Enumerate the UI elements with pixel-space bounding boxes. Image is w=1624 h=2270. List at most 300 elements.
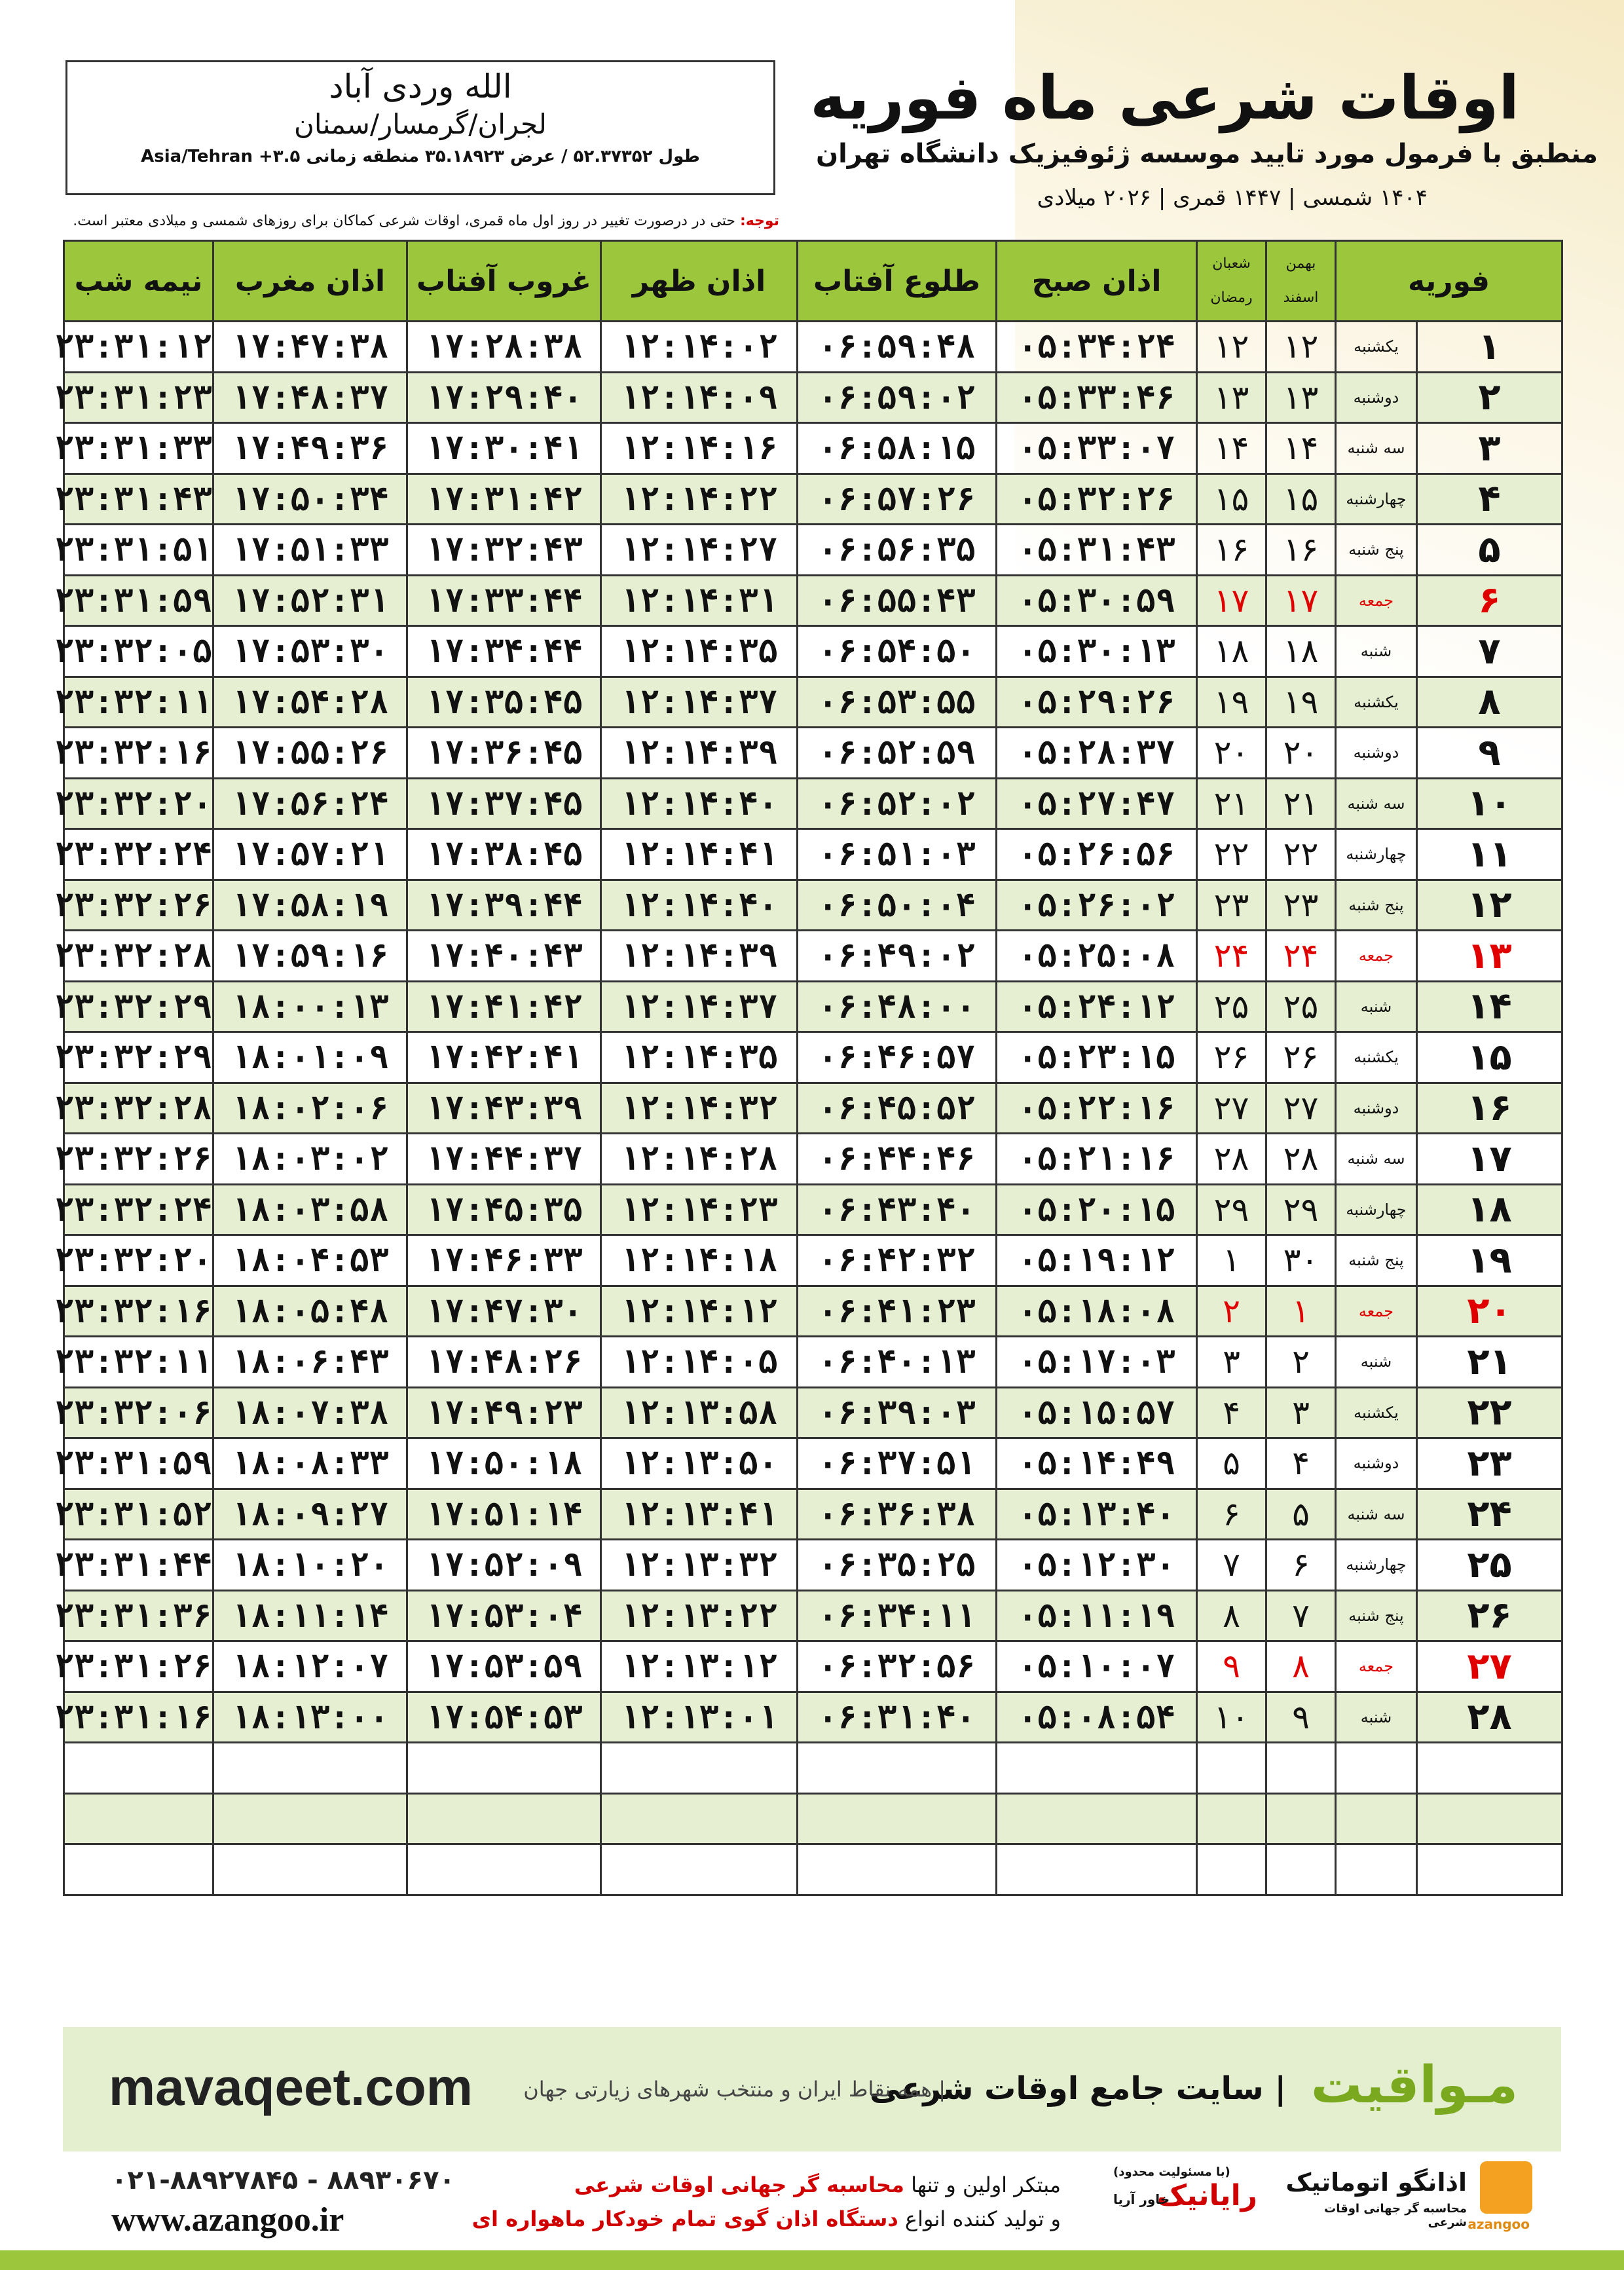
col-shamsi-top: بهمن bbox=[1285, 255, 1316, 272]
empty-cell bbox=[997, 1793, 1197, 1844]
dhuhr-time: ۱۲:۱۳:۵۰ bbox=[601, 1438, 798, 1489]
lunar-day: ۱۰ bbox=[1197, 1692, 1266, 1743]
calendar-years: ۱۴۰۴ شمسی | ۱۴۴۷ قمری | ۲۰۲۶ میلادی bbox=[1037, 185, 1428, 211]
empty-cell bbox=[407, 1743, 601, 1794]
maghrib-time: ۱۸:۰۵:۴۸ bbox=[213, 1286, 407, 1337]
sunrise-time: ۰۶:۳۹:۰۳ bbox=[798, 1387, 997, 1438]
dhuhr-time: ۱۲:۱۴:۳۷ bbox=[601, 981, 798, 1032]
empty-cell bbox=[798, 1743, 997, 1794]
dhuhr-time: ۱۲:۱۴:۲۳ bbox=[601, 1184, 798, 1235]
sunrise-time: ۰۶:۴۸:۰۰ bbox=[798, 981, 997, 1032]
lunar-day: ۸ bbox=[1197, 1590, 1266, 1641]
empty-cell bbox=[1197, 1793, 1266, 1844]
sunset-time: ۱۷:۳۷:۴۵ bbox=[407, 778, 601, 829]
sunrise-time: ۰۶:۳۴:۱۱ bbox=[798, 1590, 997, 1641]
lunar-day: ۱ bbox=[1197, 1235, 1266, 1286]
shamsi-day: ۲۳ bbox=[1266, 880, 1336, 931]
fajr-time: ۰۵:۱۸:۰۸ bbox=[997, 1286, 1197, 1337]
weekday: دوشنبه bbox=[1336, 728, 1417, 779]
day: ۲۰ bbox=[1417, 1286, 1562, 1337]
sunrise-time: ۰۶:۵۰:۰۴ bbox=[798, 880, 997, 931]
sunrise-time: ۰۶:۴۹:۰۲ bbox=[798, 931, 997, 982]
table-row bbox=[64, 1489, 1562, 1540]
midnight-time: ۲۳:۳۱:۵۹ bbox=[64, 575, 213, 626]
table-header bbox=[64, 241, 1562, 322]
sunset-time: ۱۷:۳۵:۴۵ bbox=[407, 677, 601, 728]
dhuhr-time: ۱۲:۱۴:۳۵ bbox=[601, 626, 798, 677]
midnight-time: ۲۳:۳۲:۲۸ bbox=[64, 931, 213, 982]
maghrib-time: ۱۸:۱۱:۱۴ bbox=[213, 1590, 407, 1641]
weekday: جمعه bbox=[1336, 931, 1417, 982]
col-fajr: اذان صبح bbox=[997, 241, 1197, 322]
sunrise-time: ۰۶:۵۱:۰۳ bbox=[798, 829, 997, 880]
day: ۹ bbox=[1417, 728, 1562, 779]
fajr-time: ۰۵:۰۸:۵۴ bbox=[997, 1692, 1197, 1743]
maghrib-time: ۱۷:۴۹:۳۶ bbox=[213, 423, 407, 474]
fajr-time: ۰۵:۱۳:۴۰ bbox=[997, 1489, 1197, 1540]
weekday: پنج شنبه bbox=[1336, 1590, 1417, 1641]
weekday: جمعه bbox=[1336, 1641, 1417, 1692]
shamsi-day: ۲۴ bbox=[1266, 931, 1336, 982]
dhuhr-time: ۱۲:۱۴:۰۵ bbox=[601, 1337, 798, 1388]
day: ۱۳ bbox=[1417, 931, 1562, 982]
dhuhr-time: ۱۲:۱۴:۳۵ bbox=[601, 1032, 798, 1083]
dhuhr-time: ۱۲:۱۴:۲۸ bbox=[601, 1134, 798, 1185]
lunar-day: ۲۸ bbox=[1197, 1134, 1266, 1185]
day: ۲۲ bbox=[1417, 1387, 1562, 1438]
sunset-time: ۱۷:۳۸:۴۵ bbox=[407, 829, 601, 880]
dhuhr-time: ۱۲:۱۳:۵۸ bbox=[601, 1387, 798, 1438]
sunset-time: ۱۷:۴۴:۳۷ bbox=[407, 1134, 601, 1185]
lunar-day: ۱۹ bbox=[1197, 677, 1266, 728]
shamsi-day: ۷ bbox=[1266, 1590, 1336, 1641]
table-row bbox=[64, 1032, 1562, 1083]
empty-cell bbox=[1336, 1793, 1417, 1844]
maghrib-time: ۱۸:۰۳:۵۸ bbox=[213, 1184, 407, 1235]
sunrise-time: ۰۶:۳۲:۵۶ bbox=[798, 1641, 997, 1692]
shamsi-day: ۱۹ bbox=[1266, 677, 1336, 728]
lunar-day: ۲۱ bbox=[1197, 778, 1266, 829]
maghrib-time: ۱۸:۰۲:۰۶ bbox=[213, 1083, 407, 1134]
maghrib-time: ۱۷:۴۸:۳۷ bbox=[213, 372, 407, 423]
sunset-time: ۱۷:۴۳:۳۹ bbox=[407, 1083, 601, 1134]
lunar-day: ۹ bbox=[1197, 1641, 1266, 1692]
weekday: شنبه bbox=[1336, 626, 1417, 677]
azangoo-logo bbox=[1283, 2161, 1532, 2233]
weekday: شنبه bbox=[1336, 981, 1417, 1032]
sunrise-time: ۰۶:۵۵:۴۳ bbox=[798, 575, 997, 626]
fajr-time: ۰۵:۲۴:۱۲ bbox=[997, 981, 1197, 1032]
day: ۲۵ bbox=[1417, 1540, 1562, 1591]
empty-cell bbox=[1197, 1743, 1266, 1794]
fajr-time: ۰۵:۱۲:۳۰ bbox=[997, 1540, 1197, 1591]
table-row bbox=[64, 1083, 1562, 1134]
weekday: شنبه bbox=[1336, 1337, 1417, 1388]
weekday: چهارشنبه bbox=[1336, 829, 1417, 880]
col-shamsi bbox=[1266, 241, 1336, 322]
empty-cell bbox=[213, 1844, 407, 1895]
prayer-times-table bbox=[54, 240, 1563, 1896]
fajr-time: ۰۵:۳۰:۵۹ bbox=[997, 575, 1197, 626]
day: ۱۱ bbox=[1417, 829, 1562, 880]
dhuhr-time: ۱۲:۱۳:۱۲ bbox=[601, 1641, 798, 1692]
col-dhuhr: اذان ظهر bbox=[601, 241, 798, 322]
weekday: پنج شنبه bbox=[1336, 525, 1417, 576]
shamsi-day: ۳۰ bbox=[1266, 1235, 1336, 1286]
empty-cell bbox=[1417, 1793, 1562, 1844]
col-maghrib: اذان مغرب bbox=[213, 241, 407, 322]
maghrib-time: ۱۷:۵۰:۳۴ bbox=[213, 474, 407, 525]
shamsi-day: ۴ bbox=[1266, 1438, 1336, 1489]
midnight-time: ۲۳:۳۲:۰۵ bbox=[64, 626, 213, 677]
shamsi-day: ۲۸ bbox=[1266, 1134, 1336, 1185]
sunrise-time: ۰۶:۵۷:۲۶ bbox=[798, 474, 997, 525]
brand-tagline-sub: | همه نقاط ایران و منتخب شهرهای زیارتی جهان bbox=[523, 2077, 946, 2102]
midnight-time: ۲۳:۳۱:۵۲ bbox=[64, 1489, 213, 1540]
fajr-time: ۰۵:۳۴:۲۴ bbox=[997, 322, 1197, 373]
promo-line1-a: مبتکر اولین و تنها bbox=[911, 2172, 1061, 2197]
table-row bbox=[64, 372, 1562, 423]
empty-cell bbox=[213, 1793, 407, 1844]
empty-cell bbox=[997, 1743, 1197, 1794]
col-midnight: نیمه شب bbox=[64, 241, 213, 322]
fajr-time: ۰۵:۲۳:۱۵ bbox=[997, 1032, 1197, 1083]
day: ۲۸ bbox=[1417, 1692, 1562, 1743]
maghrib-time: ۱۷:۵۸:۱۹ bbox=[213, 880, 407, 931]
sunset-time: ۱۷:۳۹:۴۴ bbox=[407, 880, 601, 931]
sunrise-time: ۰۶:۴۶:۵۷ bbox=[798, 1032, 997, 1083]
empty-cell bbox=[997, 1844, 1197, 1895]
lunar-day: ۲۹ bbox=[1197, 1184, 1266, 1235]
table-row bbox=[64, 474, 1562, 525]
day: ۱۲ bbox=[1417, 880, 1562, 931]
shamsi-day: ۶ bbox=[1266, 1540, 1336, 1591]
fajr-time: ۰۵:۳۲:۲۶ bbox=[997, 474, 1197, 525]
empty-row bbox=[64, 1793, 1562, 1844]
col-sunrise: طلوع آفتاب bbox=[798, 241, 997, 322]
sunset-time: ۱۷:۴۱:۴۲ bbox=[407, 981, 601, 1032]
col-lunar-bottom: رمضان bbox=[1210, 289, 1253, 306]
dhuhr-time: ۱۲:۱۳:۲۲ bbox=[601, 1590, 798, 1641]
shamsi-day: ۱۷ bbox=[1266, 575, 1336, 626]
maghrib-time: ۱۷:۵۳:۳۰ bbox=[213, 626, 407, 677]
dhuhr-time: ۱۲:۱۴:۴۰ bbox=[601, 880, 798, 931]
midnight-time: ۲۳:۳۲:۲۶ bbox=[64, 880, 213, 931]
maghrib-time: ۱۸:۱۳:۰۰ bbox=[213, 1692, 407, 1743]
weekday: دوشنبه bbox=[1336, 372, 1417, 423]
table-row bbox=[64, 677, 1562, 728]
lunar-day: ۲ bbox=[1197, 1286, 1266, 1337]
location-name: الله وردی آباد bbox=[329, 67, 512, 105]
fajr-time: ۰۵:۱۱:۱۹ bbox=[997, 1590, 1197, 1641]
dhuhr-time: ۱۲:۱۴:۴۰ bbox=[601, 778, 798, 829]
table-row bbox=[64, 423, 1562, 474]
sunrise-time: ۰۶:۵۴:۵۰ bbox=[798, 626, 997, 677]
shamsi-day: ۲۰ bbox=[1266, 728, 1336, 779]
weekday: یکشنبه bbox=[1336, 677, 1417, 728]
maghrib-time: ۱۷:۵۹:۱۶ bbox=[213, 931, 407, 982]
fajr-time: ۰۵:۲۹:۲۶ bbox=[997, 677, 1197, 728]
midnight-time: ۲۳:۳۲:۲۴ bbox=[64, 1184, 213, 1235]
dhuhr-time: ۱۲:۱۴:۱۸ bbox=[601, 1235, 798, 1286]
shamsi-day: ۱۴ bbox=[1266, 423, 1336, 474]
maghrib-time: ۱۷:۵۶:۲۴ bbox=[213, 778, 407, 829]
table-row bbox=[64, 1641, 1562, 1692]
day: ۸ bbox=[1417, 677, 1562, 728]
dhuhr-time: ۱۲:۱۴:۳۱ bbox=[601, 575, 798, 626]
azangoo-logo-en: azangoo bbox=[1467, 2216, 1530, 2232]
sunset-time: ۱۷:۴۵:۳۵ bbox=[407, 1184, 601, 1235]
sunset-time: ۱۷:۳۰:۴۱ bbox=[407, 423, 601, 474]
weekday: یکشنبه bbox=[1336, 1387, 1417, 1438]
sunset-time: ۱۷:۴۷:۳۰ bbox=[407, 1286, 601, 1337]
table-row bbox=[64, 1590, 1562, 1641]
sunrise-time: ۰۶:۴۴:۴۶ bbox=[798, 1134, 997, 1185]
empty-cell bbox=[601, 1743, 798, 1794]
location-region: لجران/گرمسار/سمنان bbox=[294, 108, 547, 140]
lunar-day: ۱۷ bbox=[1197, 575, 1266, 626]
page-subtitle: منطبق با فرمول مورد تایید موسسه ژئوفیزیک دانشگاه تهران bbox=[815, 139, 1598, 169]
lunar-day: ۵ bbox=[1197, 1438, 1266, 1489]
brand-logo: مـواقیت bbox=[1310, 2056, 1518, 2115]
col-lunar bbox=[1197, 241, 1266, 322]
note-label: توجه: bbox=[739, 213, 779, 229]
table-row bbox=[64, 1286, 1562, 1337]
fajr-time: ۰۵:۳۰:۱۳ bbox=[997, 626, 1197, 677]
maghrib-time: ۱۸:۰۹:۲۷ bbox=[213, 1489, 407, 1540]
sunrise-time: ۰۶:۵۳:۵۵ bbox=[798, 677, 997, 728]
midnight-time: ۲۳:۳۲:۱۱ bbox=[64, 677, 213, 728]
sunset-time: ۱۷:۲۹:۴۰ bbox=[407, 372, 601, 423]
day: ۲۱ bbox=[1417, 1337, 1562, 1388]
sunset-time: ۱۷:۳۲:۴۳ bbox=[407, 525, 601, 576]
sunset-time: ۱۷:۵۳:۰۴ bbox=[407, 1590, 601, 1641]
maghrib-time: ۱۸:۰۴:۵۳ bbox=[213, 1235, 407, 1286]
midnight-time: ۲۳:۳۲:۲۰ bbox=[64, 1235, 213, 1286]
dhuhr-time: ۱۲:۱۴:۱۶ bbox=[601, 423, 798, 474]
dhuhr-time: ۱۲:۱۳:۳۲ bbox=[601, 1540, 798, 1591]
table-row bbox=[64, 728, 1562, 779]
day: ۱۰ bbox=[1417, 778, 1562, 829]
weekday: سه شنبه bbox=[1336, 1134, 1417, 1185]
col-shamsi-bottom: اسفند bbox=[1283, 289, 1319, 306]
lunar-day: ۲۵ bbox=[1197, 981, 1266, 1032]
table-row bbox=[64, 981, 1562, 1032]
empty-cell bbox=[1266, 1793, 1336, 1844]
empty-cell bbox=[64, 1844, 213, 1895]
promo-line2-b: دستگاه اذان گوی تمام خودکار ماهواره ای bbox=[471, 2206, 898, 2231]
sunrise-time: ۰۶:۴۲:۳۲ bbox=[798, 1235, 997, 1286]
sunrise-time: ۰۶:۴۳:۴۰ bbox=[798, 1184, 997, 1235]
sunset-time: ۱۷:۳۶:۴۵ bbox=[407, 728, 601, 779]
weekday: سه شنبه bbox=[1336, 1489, 1417, 1540]
weekday: چهارشنبه bbox=[1336, 474, 1417, 525]
sunset-time: ۱۷:۳۱:۴۲ bbox=[407, 474, 601, 525]
day: ۵ bbox=[1417, 525, 1562, 576]
shamsi-day: ۱۲ bbox=[1266, 322, 1336, 373]
dhuhr-time: ۱۲:۱۴:۳۹ bbox=[601, 931, 798, 982]
dhuhr-time: ۱۲:۱۴:۳۷ bbox=[601, 677, 798, 728]
bottom-bar bbox=[0, 2250, 1624, 2270]
dhuhr-time: ۱۲:۱۴:۳۲ bbox=[601, 1083, 798, 1134]
maghrib-time: ۱۸:۰۷:۳۸ bbox=[213, 1387, 407, 1438]
fajr-time: ۰۵:۳۱:۴۳ bbox=[997, 525, 1197, 576]
dhuhr-time: ۱۲:۱۳:۴۱ bbox=[601, 1489, 798, 1540]
day: ۲۴ bbox=[1417, 1489, 1562, 1540]
sunset-time: ۱۷:۳۴:۴۴ bbox=[407, 626, 601, 677]
fajr-time: ۰۵:۲۶:۵۶ bbox=[997, 829, 1197, 880]
sunset-time: ۱۷:۵۱:۱۴ bbox=[407, 1489, 601, 1540]
day: ۲۷ bbox=[1417, 1641, 1562, 1692]
weekday: یکشنبه bbox=[1336, 322, 1417, 373]
midnight-time: ۲۳:۳۲:۲۰ bbox=[64, 778, 213, 829]
sunrise-time: ۰۶:۵۸:۱۵ bbox=[798, 423, 997, 474]
weekday: چهارشنبه bbox=[1336, 1540, 1417, 1591]
shamsi-day: ۲۱ bbox=[1266, 778, 1336, 829]
weekday: دوشنبه bbox=[1336, 1083, 1417, 1134]
day: ۲ bbox=[1417, 372, 1562, 423]
lunar-day: ۴ bbox=[1197, 1387, 1266, 1438]
empty-cell bbox=[798, 1793, 997, 1844]
lunar-day: ۲۶ bbox=[1197, 1032, 1266, 1083]
lunar-day: ۲۳ bbox=[1197, 880, 1266, 931]
day: ۲۳ bbox=[1417, 1438, 1562, 1489]
fajr-time: ۰۵:۲۸:۳۷ bbox=[997, 728, 1197, 779]
col-lunar-top: شعبان bbox=[1212, 255, 1251, 272]
weekday: چهارشنبه bbox=[1336, 1184, 1417, 1235]
weekday: پنج شنبه bbox=[1336, 1235, 1417, 1286]
weekday: یکشنبه bbox=[1336, 1032, 1417, 1083]
midnight-time: ۲۳:۳۱:۴۴ bbox=[64, 1540, 213, 1591]
shamsi-day: ۲۵ bbox=[1266, 981, 1336, 1032]
lunar-day: ۱۲ bbox=[1197, 322, 1266, 373]
dhuhr-time: ۱۲:۱۴:۰۹ bbox=[601, 372, 798, 423]
fajr-time: ۰۵:۳۳:۰۷ bbox=[997, 423, 1197, 474]
empty-cell bbox=[1336, 1743, 1417, 1794]
dhuhr-time: ۱۲:۱۴:۴۱ bbox=[601, 829, 798, 880]
maghrib-time: ۱۸:۰۸:۳۳ bbox=[213, 1438, 407, 1489]
lunar-day: ۲۲ bbox=[1197, 829, 1266, 880]
day: ۴ bbox=[1417, 474, 1562, 525]
page-title: اوقات شرعی ماه فوریه bbox=[810, 63, 1519, 133]
table-row bbox=[64, 931, 1562, 982]
day: ۱۶ bbox=[1417, 1083, 1562, 1134]
day: ۲۶ bbox=[1417, 1590, 1562, 1641]
dhuhr-time: ۱۲:۱۴:۳۹ bbox=[601, 728, 798, 779]
table-row bbox=[64, 829, 1562, 880]
midnight-time: ۲۳:۳۱:۳۶ bbox=[64, 1590, 213, 1641]
table-row bbox=[64, 1134, 1562, 1185]
day: ۱۷ bbox=[1417, 1134, 1562, 1185]
sunset-time: ۱۷:۴۰:۴۳ bbox=[407, 931, 601, 982]
maghrib-time: ۱۷:۵۴:۲۸ bbox=[213, 677, 407, 728]
sunrise-time: ۰۶:۵۲:۰۲ bbox=[798, 778, 997, 829]
shamsi-day: ۲۲ bbox=[1266, 829, 1336, 880]
footer-banner bbox=[63, 2027, 1561, 2151]
shamsi-day: ۲۶ bbox=[1266, 1032, 1336, 1083]
maghrib-time: ۱۷:۵۲:۳۱ bbox=[213, 575, 407, 626]
empty-cell bbox=[213, 1743, 407, 1794]
shamsi-day: ۹ bbox=[1266, 1692, 1336, 1743]
site-url[interactable]: mavaqeet.com bbox=[109, 2058, 473, 2116]
lunar-day: ۲۰ bbox=[1197, 728, 1266, 779]
empty-cell bbox=[64, 1793, 213, 1844]
empty-cell bbox=[1336, 1844, 1417, 1895]
lunar-day: ۲۷ bbox=[1197, 1083, 1266, 1134]
empty-cell bbox=[601, 1793, 798, 1844]
empty-cell bbox=[407, 1844, 601, 1895]
empty-row bbox=[64, 1844, 1562, 1895]
promo-line2-a: و تولید کننده انواع bbox=[904, 2206, 1061, 2231]
midnight-time: ۲۳:۳۱:۱۶ bbox=[64, 1692, 213, 1743]
table-row bbox=[64, 626, 1562, 677]
table-row bbox=[64, 322, 1562, 373]
lunar-day: ۷ bbox=[1197, 1540, 1266, 1591]
col-sunset: غروب آفتاب bbox=[407, 241, 601, 322]
maghrib-time: ۱۷:۵۱:۳۳ bbox=[213, 525, 407, 576]
sunrise-time: ۰۶:۳۵:۲۵ bbox=[798, 1540, 997, 1591]
sunrise-time: ۰۶:۴۱:۲۳ bbox=[798, 1286, 997, 1337]
promo-text bbox=[472, 2168, 1061, 2236]
shamsi-day: ۵ bbox=[1266, 1489, 1336, 1540]
fajr-time: ۰۵:۱۴:۴۹ bbox=[997, 1438, 1197, 1489]
weekday: پنج شنبه bbox=[1336, 880, 1417, 931]
empty-cell bbox=[64, 1743, 213, 1794]
sunrise-time: ۰۶:۵۶:۳۵ bbox=[798, 525, 997, 576]
shamsi-day: ۸ bbox=[1266, 1641, 1336, 1692]
table-row bbox=[64, 1692, 1562, 1743]
midnight-time: ۲۳:۳۲:۲۸ bbox=[64, 1083, 213, 1134]
azangoo-logo-name: اذانگو اتوماتیک bbox=[1285, 2168, 1467, 2197]
maghrib-time: ۱۸:۱۲:۰۷ bbox=[213, 1641, 407, 1692]
dhuhr-time: ۱۲:۱۴:۱۲ bbox=[601, 1286, 798, 1337]
brand-tagline: | سایت جامع اوقات شرعی bbox=[870, 2070, 1286, 2107]
maghrib-time: ۱۸:۰۰:۱۳ bbox=[213, 981, 407, 1032]
lunar-day: ۳ bbox=[1197, 1337, 1266, 1388]
raynik-logo bbox=[1113, 2165, 1257, 2231]
midnight-time: ۲۳:۳۲:۲۴ bbox=[64, 829, 213, 880]
shamsi-day: ۳ bbox=[1266, 1387, 1336, 1438]
maghrib-time: ۱۸:۰۶:۴۳ bbox=[213, 1337, 407, 1388]
note-text: حتی در درصورت تغییر در روز اول ماه قمری، اوقات شرعی کماکان برای روزهای شمسی و میلادی معتبر است. bbox=[73, 213, 735, 229]
table-row bbox=[64, 778, 1562, 829]
empty-cell bbox=[601, 1844, 798, 1895]
shamsi-day: ۲۷ bbox=[1266, 1083, 1336, 1134]
day: ۱۵ bbox=[1417, 1032, 1562, 1083]
table-row bbox=[64, 525, 1562, 576]
empty-cell bbox=[1197, 1844, 1266, 1895]
maghrib-time: ۱۷:۵۷:۲۱ bbox=[213, 829, 407, 880]
sunset-time: ۱۷:۴۲:۴۱ bbox=[407, 1032, 601, 1083]
shamsi-day: ۱ bbox=[1266, 1286, 1336, 1337]
sunset-time: ۱۷:۵۳:۵۹ bbox=[407, 1641, 601, 1692]
midnight-time: ۲۳:۳۱:۲۶ bbox=[64, 1641, 213, 1692]
day: ۱۸ bbox=[1417, 1184, 1562, 1235]
website-link[interactable]: www.azangoo.ir bbox=[111, 2201, 344, 2239]
day: ۱۴ bbox=[1417, 981, 1562, 1032]
lunar-day: ۶ bbox=[1197, 1489, 1266, 1540]
fajr-time: ۰۵:۱۰:۰۷ bbox=[997, 1641, 1197, 1692]
shamsi-day: ۲ bbox=[1266, 1337, 1336, 1388]
sunset-time: ۱۷:۵۲:۰۹ bbox=[407, 1540, 601, 1591]
raynik-logo-name: رایانیک bbox=[1157, 2179, 1257, 2212]
table-row bbox=[64, 1235, 1562, 1286]
midnight-time: ۲۳:۳۲:۱۱ bbox=[64, 1337, 213, 1388]
promo-line1-b: محاسبه گر جهانی اوقات شرعی bbox=[574, 2172, 904, 2197]
maghrib-time: ۱۸:۰۱:۰۹ bbox=[213, 1032, 407, 1083]
weekday: سه شنبه bbox=[1336, 423, 1417, 474]
maghrib-time: ۱۸:۱۰:۲۰ bbox=[213, 1540, 407, 1591]
